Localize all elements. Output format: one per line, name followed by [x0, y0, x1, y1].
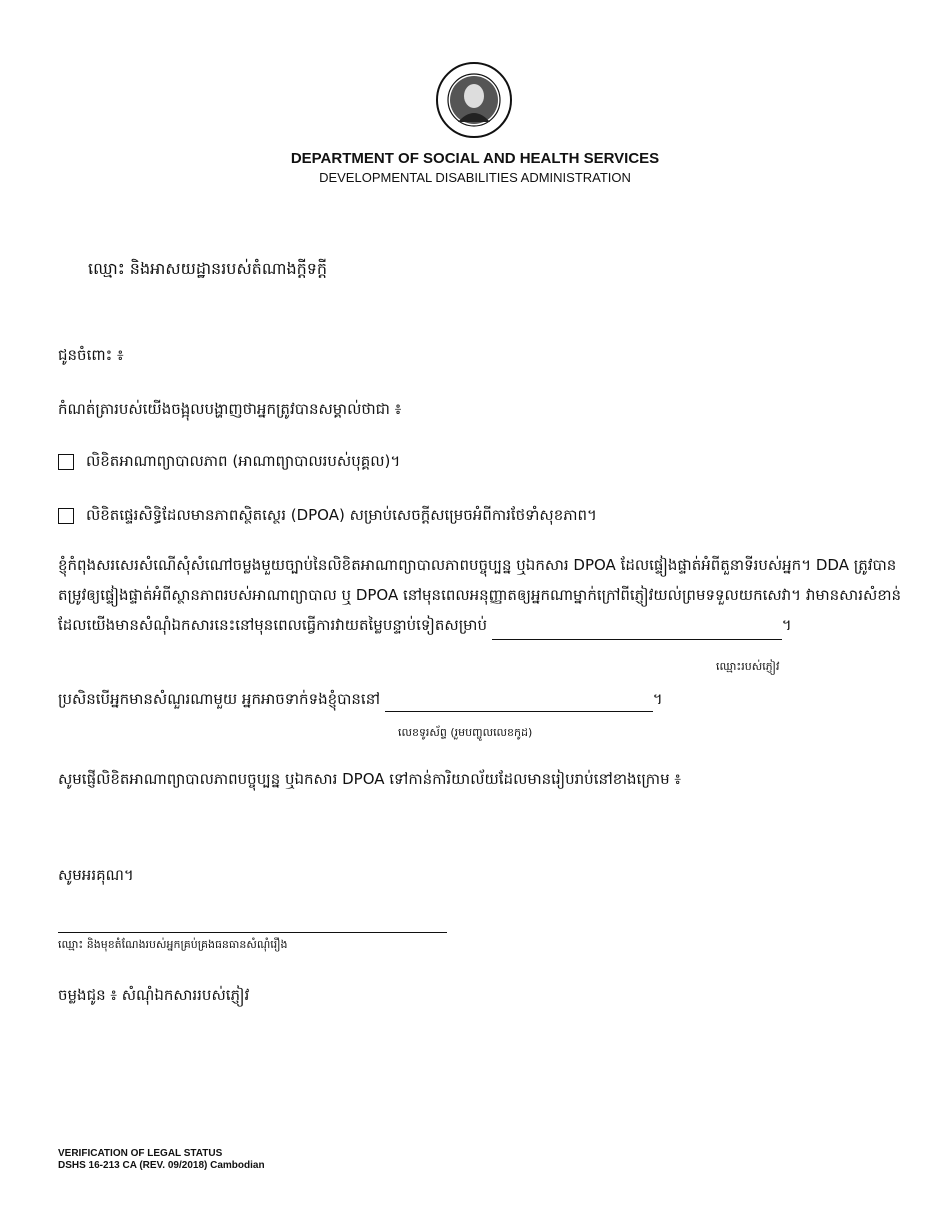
period: ។ [652, 690, 663, 708]
dpoa-checkbox[interactable] [58, 508, 74, 524]
form-title: VERIFICATION OF LEGAL STATUS [58, 1148, 223, 1159]
signature-label: ឈ្មោះ និងមុខតំណែងរបស់អ្នកគ្រប់គ្រងធនធានសំណុំរឿង [58, 938, 288, 951]
intro-text: កំណត់ត្រារបស់យើងចង្អុលបង្ហាញថាអ្នកត្រូវបានសម្គាល់ថាជា ៖ [58, 400, 402, 418]
guardianship-checkbox[interactable] [58, 454, 74, 470]
signature-line [58, 932, 447, 933]
administration-name: DEVELOPMENTAL DISABILITIES ADMINISTRATION [319, 170, 631, 185]
department-name: DEPARTMENT OF SOCIAL AND HEALTH SERVICES [290, 150, 660, 167]
recipient-line: ជូនចំពោះ ៖ [58, 346, 124, 364]
option-guardianship [58, 452, 400, 474]
form-footer [58, 1148, 265, 1172]
body-paragraph [58, 550, 908, 640]
option-guardianship-label: លិខិតអាណាព្យាបាលភាព (អាណាព្យាបាលរបស់បុគ្គល)។ [86, 452, 401, 470]
cc-line: ចម្លងជូន ៖ សំណុំឯកសាររបស់ភ្ញៀវ [58, 986, 250, 1004]
client-name-field[interactable] [492, 639, 782, 640]
contact-text: ប្រសិនបើអ្នកមានសំណួរណាមួយ អ្នកអាចទាក់ទងខ្ញុំបាននៅ [58, 690, 380, 708]
phone-label: លេខទូរស័ព្ទ (រួមបញ្ចូលលេខកូដ) [398, 726, 533, 739]
client-name-label: ឈ្មោះរបស់ភ្ញៀវ [716, 660, 780, 673]
send-request: សូមផ្ញើលិខិតអាណាព្យាបាលភាពបច្ចុប្បន្ន ឬឯកសារ DPOA ទៅកាន់ការិយាល័យដែលមានរៀបរាប់នៅខាងក្រោម ៖ [58, 770, 681, 788]
washington-state-seal [436, 62, 512, 138]
option-dpoa [58, 506, 597, 528]
body-text: ខ្ញុំកំពុងសរសេរសំណើសុំសំណៅចម្លងមួយច្បាប់នៃលិខិតអាណាព្យាបាលភាពបច្ចុប្បន្ន ឬឯកសារ DPOA ដែលផ្ទៀងផ្ទាត់អំពីតួនាទីរបស់អ្នក។ DDA ត្រូវបានតម្រូវឲ្យផ្ទៀងផ្ទាត់អំពីស្ថានភាពរបស់អាណាព្យាបាល ឬ DPOA នៅមុនពេលអនុញ្ញាតឲ្យអ្នកណាម្នាក់ក្រៅពីភ្ញៀវយល់ព្រមទទួលយកសេវា។ វាមានសារសំខាន់ដែលយើងមានសំណុំឯកសារនេះនៅមុនពេលធ្វើការវាយតម្លៃបន្ទាប់ទៀតសម្រាប់ [58, 556, 902, 634]
period: ។ [781, 616, 792, 634]
thanks: សូមអរគុណ។ [58, 866, 134, 884]
form-number: DSHS 16-213 CA (REV. 09/2018) Cambodian [58, 1160, 265, 1171]
sender-name-address: ឈ្មោះ និងអាសយដ្ឋានរបស់តំណាងក្ដីទក្ដី [88, 259, 328, 278]
phone-field[interactable] [385, 693, 653, 712]
contact-line [58, 690, 663, 712]
option-dpoa-label: លិខិតផ្ទេរសិទ្ធិដែលមានភាពស្ថិតស្ថេរ (DPOA) សម្រាប់សេចក្ដីសម្រេចអំពីការថែទាំសុខភាព។ [86, 506, 597, 524]
